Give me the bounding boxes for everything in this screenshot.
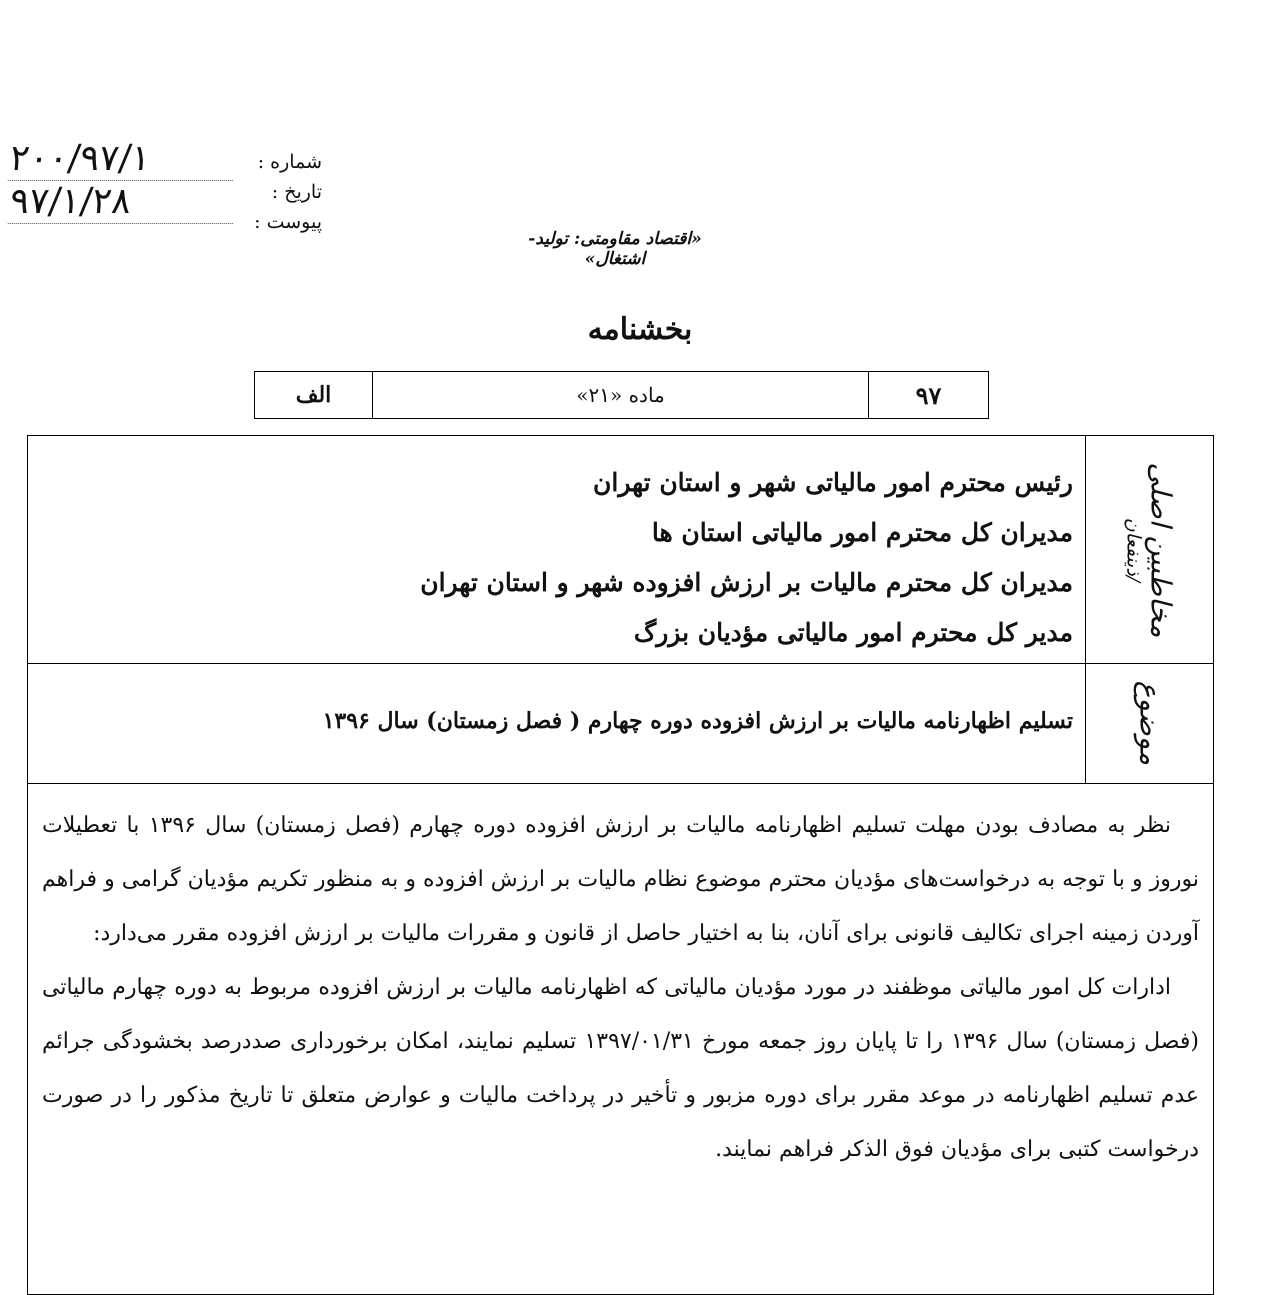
recipient-line: مدیر کل محترم امور مالیاتی مؤدیان بزرگ	[633, 618, 1073, 647]
header-values	[7, 138, 235, 224]
meta-year: ۹۷	[869, 372, 989, 419]
attachment-label: پیوست :	[254, 211, 322, 233]
recipients-row	[28, 436, 1213, 664]
subject-label: موضوع	[1133, 680, 1166, 766]
meta-article: ماده «۲۱»	[373, 372, 869, 419]
recipient-line: مدیران کل محترم مالیات بر ارزش افزوده شهر و استان تهران	[420, 568, 1073, 597]
recipients-label-sub: /ذینفعان	[1122, 517, 1144, 582]
handwritten-date: ۹۷/۱/۲۸	[8, 181, 238, 224]
body-paragraph: نظر به مصادف بودن مهلت تسلیم اظهارنامه مالیات بر ارزش افزوده دوره چهارم (فصل زمستان) سال ۱۳۹۶ با تعطیلات نوروز و با توجه به درخواست‌های مؤدیان محترم موضوع نظام مالیات بر ارزش افزوده و به منظور تکریم مؤدیان گرامی و فراهم آوردن زمینه اجرای تکالیف قانونی برای آنان، بنا به اختیار حاصل از قانون و مقررات مالیات بر ارزش افزوده مقرر می‌دارد:	[42, 813, 1199, 946]
circular-meta-table	[254, 371, 989, 419]
slogan: «اقتصاد مقاومتی: تولید- اشتغال»	[528, 229, 702, 269]
recipient-line: مدیران کل محترم امور مالیاتی استان ها	[651, 518, 1073, 547]
main-frame	[27, 435, 1214, 1295]
subject-text: تسلیم اظهارنامه مالیات بر ارزش افزوده دوره چهارم ( فصل زمستان) سال ۱۳۹۶	[322, 708, 1073, 734]
meta-series: الف	[255, 372, 373, 419]
page-title: بخشنامه	[587, 312, 693, 347]
handwritten-number: ۲۰۰/۹۷/۱	[8, 138, 238, 181]
recipients-label-cell	[1085, 436, 1213, 663]
body-paragraph: ادارات کل امور مالیاتی موظفند در مورد مؤدیان مالیاتی که اظهارنامه مالیات بر ارزش افزوده مربوط به دوره چهارم مالیاتی (فصل زمستان) سال ۱۳۹۶ را تا پایان روز جمعه مورخ ۱۳۹۷/۰۱/۳۱ تسلیم نمایند، امکان برخورداری صددرصد بخشودگی جرائم عدم تسلیم اظهارنامه در موعد مقرر برای دوره مزبور و تأخیر در پرداخت مالیات و عوارض متعلق تا تاریخ مذکور را در صورت درخواست کتبی برای مؤدیان فوق الذکر فراهم نمایند.	[42, 975, 1199, 1162]
subject-label-cell	[1085, 663, 1213, 783]
recipients-label-main: مخاطبین اصلی	[1144, 461, 1177, 638]
header-labels	[232, 147, 322, 237]
date-label: تاریخ :	[271, 181, 322, 203]
recipients-label	[1122, 462, 1177, 637]
subject-row	[28, 663, 1213, 784]
body-text	[42, 799, 1199, 1177]
recipient-line: رئیس محترم امور مالیاتی شهر و استان تهران	[593, 468, 1073, 497]
number-label: شماره :	[257, 151, 322, 173]
recipients-list	[173, 458, 1073, 658]
